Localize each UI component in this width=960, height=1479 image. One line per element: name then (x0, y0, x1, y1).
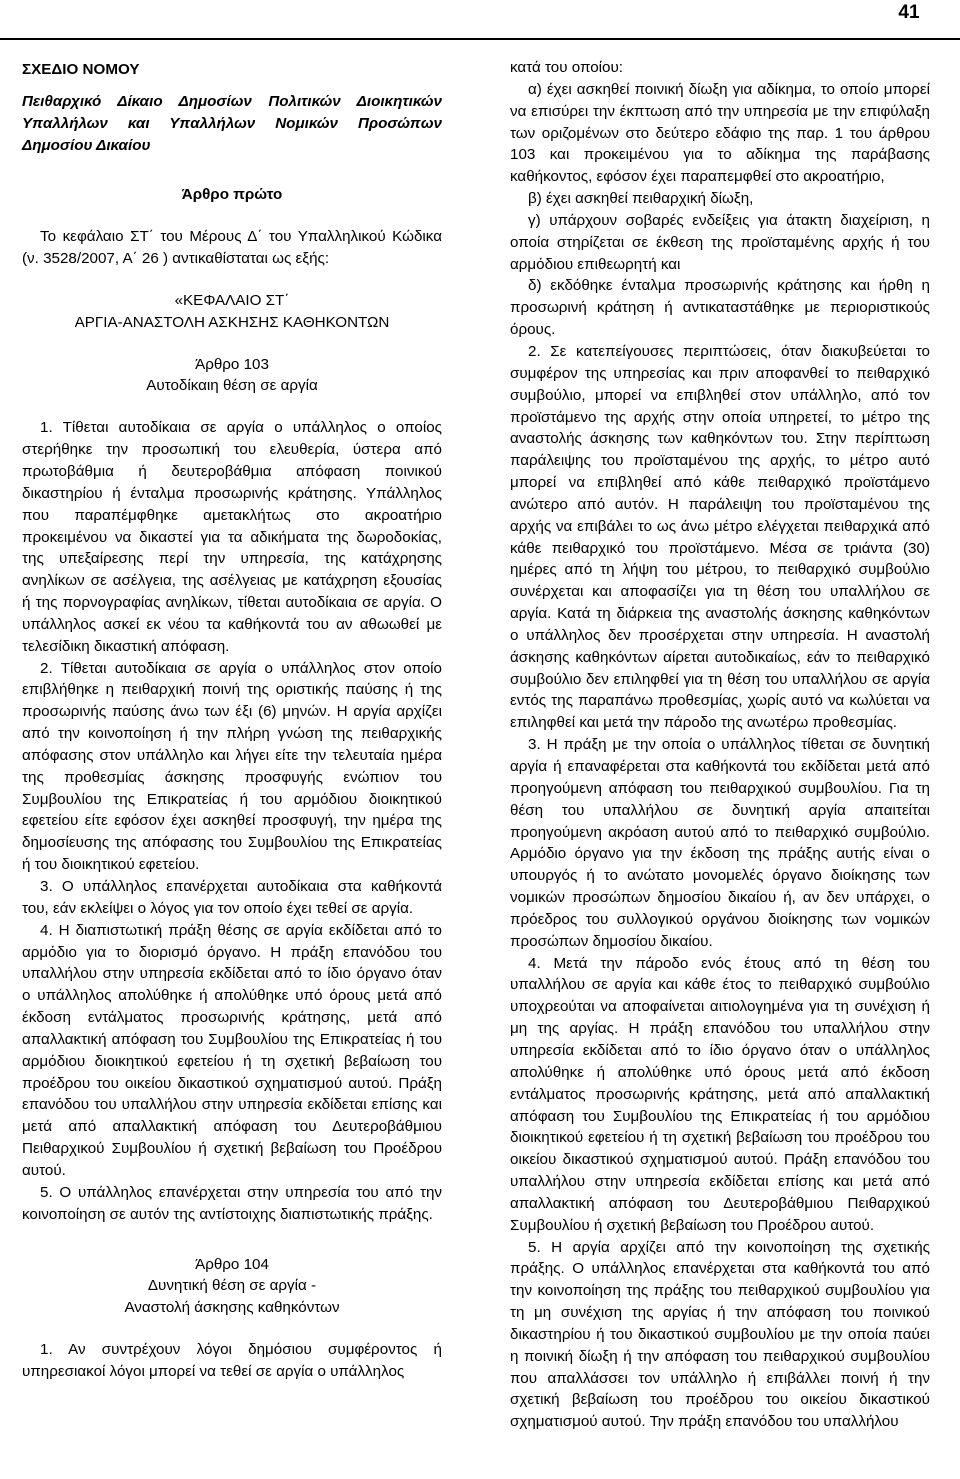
article-103-title: Άρθρο 103 (195, 355, 269, 373)
right-column (510, 57, 930, 1433)
article-103-paragraph-3: 3. Ο υπάλληλος επανέρχεται αυτοδίκαια στα καθήκοντά του, εάν εκλείψει ο λόγος για τον οποίο έχει τεθεί σε αργία. (22, 878, 442, 917)
bill-title: ΣΧΕΔΙΟ ΝΟΜΟΥ (22, 61, 140, 78)
article-1-title: Άρθρο πρώτο (181, 186, 283, 204)
article-104-subtitle-line-1: Δυνητική θέση σε αργία - (147, 1277, 317, 1295)
article-103-paragraph-2: 2. Τίθεται αυτοδίκαια σε αργία ο υπάλληλος στον οποίο επιβλήθηκε η πειθαρχική ποινή της οριστικής παύσης ή της προσωρινής παύσης άνω των έξι (6) μηνών. Η αργία αρχίζει από την κοινοποίηση ή την πλήρη γνώση της πειθαρχικής απόφασης στον υπάλληλο και λήγει είτε την τελευταία ημέρα της προθεσμίας άσκησης προσφυγής ενώπιον του Συμβουλίου της Επικρατείας ή του αρμόδιου διοικητικού εφετείου είτε εφόσον έχει ασκηθεί προσφυγή, την ημέρα της δημοσίευσης της απόφασης του Συμβουλίου της Επικρατείας ή του διοικητικού εφετείου. (22, 659, 442, 874)
article-104-item-d: δ) εκδόθηκε ένταλμα προσωρινής κράτησης και ήρθη η προσωρινή κράτηση ή αντικαταστάθηκε με περιοριστικούς όρους. (510, 277, 930, 339)
chapter-title: «ΚΕΦΑΛΑΙΟ ΣΤ΄ (174, 291, 290, 309)
article-104-paragraph-2: 2. Σε κατεπείγουσες περιπτώσεις, όταν διακυβεύεται το συμφέρον της υπηρεσίας και πριν αποφανθεί το πειθαρχικό συμβούλιο, μπορεί να επιβληθεί στον υπάλληλο, από τον προϊστάμενο της αρχής στην οποία υπηρετεί, το μέτρο της αναστολής άσκησης των καθηκόντων του. Στην περίπτωση παράλειψης του προϊσταμένου της αρχής, το μέτρο αυτό μπορεί να επιβληθεί από κάθε πειθαρχικό προϊστάμενο ανώτερο από αυτόν. Η παράλειψη του προϊσταμένου της αρχής να επιβάλει το ως άνω μέτρο ελέγχεται πειθαρχικά από κάθε πειθαρχικό του προϊστάμενο. Μέσα σε τριάντα (30) ημέρες από τη λήψη του μέτρου, το πειθαρχικό συμβούλιο συνέρχεται και αποφασίζει για τη θέση του υπαλλήλου σε αργία. Κατά τη διάρκεια της αναστολής άσκησης καθηκόντων ο υπάλληλος δεν προσέρχεται στην υπηρεσία. Η αναστολή άσκησης καθηκόντων αίρεται αυτοδικαίως, εάν το πειθαρχικό συμβούλιο δεν επιληφθεί για τη θέση του υπαλλήλου σε αργία εντός της παραπάνω προθεσμίας, χωρίς αυτό να κωλύεται να επιληφθεί και μετά την πάροδο της ανωτέρω προθεσμίας. (510, 342, 930, 732)
article-104-item-a: α) έχει ασκηθεί ποινική δίωξη για αδίκημα, το οποίο μπορεί να επισύρει την έκπτωση από την υπηρεσία με την επιφύλαξη των οριζομένων στο δεύτερο εδάφιο της παρ. 1 του άρθρου 103 και προκειμένου για το αδίκημα της παράβασης καθήκοντος, εφόσον έχει παραπεμφθεί στο ακροατήριο, (510, 80, 930, 186)
bill-subtitle: Πειθαρχικό Δίκαιο Δημοσίων Πολιτικών Διοικητικών Υπαλλήλων και Υπαλλήλων Νομικών Προσώπων Δημοσίου Δικαίου (22, 92, 442, 154)
article-103-paragraph-1: 1. Τίθεται αυτοδίκαια σε αργία ο υπάλληλος ο οποίος στερήθηκε την προσωπική του ελευθερία, ύστερα από πρωτοβάθμια ή δευτεροβάθμια απόφαση ποινικού δικαστηρίου ή ένταλμα προσωρινής κράτησης. Υπάλληλος που παραπέμφθηκε αμετακλήτως στο ακροατήριο προκειμένου να δικαστεί για τα αδικήματα της δωροδοκίας, της υπεξαίρεσης περί την υπηρεσία, της κατάχρησης ανηλίκων σε ασέλγεια, της ασέλγειας με κατάχρηση εξουσίας ή της πορνογραφίας ανηλίκων, τίθεται αυτοδίκαια σε αργία. Ο υπάλληλος ασκεί εκ νέου τα καθήκοντά του αν αθωωθεί με τελεσίδικη δικαστική απόφαση. (22, 419, 442, 655)
article-103-subtitle: Αυτοδίκαιη θέση σε αργία (146, 377, 318, 395)
article-104-paragraph-5: 5. Η αργία αρχίζει από την κοινοποίηση της σχετικής πράξης. Ο υπάλληλος επανέρχεται στα καθήκοντά του από την κοινοποίηση της πράξης του πειθαρχικού συμβουλίου για τη μη συνέχιση της αργίας ή την απόφαση του ποινικού δικαστηρίου ή του δικαστικού συμβουλίου με την οποία παύει η ποινική δίωξη ή την απόφαση του πειθαρχικού συμβουλίου που απαλλάσσει τον υπάλληλο ή επιβάλλει ποινή ή την σχετική βεβαίωση του προέδρου του οικείου δικαστικού σχηματισμού αυτού. Την πράξη επανόδου του υπαλλήλου (510, 1238, 930, 1431)
article-104-item-c: γ) υπάρχουν σοβαρές ενδείξεις για άτακτη διαχείριση, η οποία στηρίζεται σε έκθεση της προϊσταμένης αρχής ή του αρμόδιου επιθεωρητή και (510, 211, 930, 273)
page-number: 41 (898, 2, 920, 23)
article-104-paragraph-4: 4. Μετά την πάροδο ενός έτους από τη θέση του υπαλλήλου σε αργία και κάθε έτος το πειθαρχικό συμβούλιο υποχρεούται να αποφαίνεται αιτιολογημένα για τη συνέχιση ή μη της αργίας. Η πράξη επανόδου του υπαλλήλου στην υπηρεσία εκδίδεται από το ίδιο όργανο όταν ο υπάλληλος απολύθηκε ή απολύθηκε υπό όρους μετά από έκδοση εντάλματος προσωρινής κράτησης, μετά από απαλλακτική απόφαση του Συμβουλίου της Επικρατείας ή του αρμόδιου διοικητικού εφετείου ή τη σχετική βεβαίωση του προέδρου του οικείου δικαστικού σχηματισμού αυτού. Πράξη επανόδου του υπαλλήλου στην υπηρεσία εκδίδεται επίσης και μετά από απαλλακτική απόφαση του Δευτεροβάθμιου Πειθαρχικού Συμβουλίου ή σχετική βεβαίωση του Προέδρου αυτού. (510, 954, 930, 1234)
chapter-subtitle: ΑΡΓΙΑ-ΑΝΑΣΤΟΛΗ ΑΣΚΗΣΗΣ ΚΑΘΗΚΟΝΤΩΝ (74, 313, 390, 331)
article-104-paragraph-1-start: 1. Αν συντρέχουν λόγοι δημόσιου συμφέροντος ή υπηρεσιακοί λόγοι μπορεί να τεθεί σε αργία ο υπάλληλος (22, 1341, 442, 1380)
article-104-paragraph-1-continued: κατά του οποίου: (510, 59, 624, 76)
article-1-intro: Το κεφάλαιο ΣΤ΄ του Μέρους Δ΄ του Υπαλληλικού Κώδικα (ν. 3528/2007, Α΄ 26 ) αντικαθίσταται ως εξής: (22, 228, 442, 268)
article-104-item-b: β) έχει ασκηθεί πειθαρχική δίωξη, (528, 190, 754, 208)
article-104-paragraph-3: 3. Η πράξη με την οποία ο υπάλληλος τίθεται σε δυνητική αργία ή επαναφέρεται στα καθήκοντά του εκδίδεται μετά από προηγούμενη απόφαση του πειθαρχικού συμβουλίου. Για τη θέση του υπαλλήλου σε δυνητική αργία απαιτείται προηγούμενη ακρόαση αυτού από το πειθαρχικό συμβούλιο. Αρμόδιο όργανο για την έκδοση της πράξης αυτής είναι ο υπουργός ή το ανώτατο μονομελές όργανο διοίκησης των νομικών προσώπων δημοσίου δικαίου ή, αν δεν υπάρχει, ο πρόεδρος του συλλογικού οργάνου διοίκησης των νομικών προσώπων δημοσίου δικαίου. (510, 736, 930, 950)
header-rule (0, 38, 960, 40)
article-103-paragraph-4: 4. Η διαπιστωτική πράξη θέσης σε αργία εκδίδεται από το αρμόδιο για το διορισμό όργανο. Η πράξη επανόδου του υπαλλήλου στην υπηρεσία εκδίδεται από το ίδιο όργανο όταν ο υπάλληλος απολύθηκε ή απολύθηκε υπό όρους μετά από έκδοση εντάλματος προσωρινής κράτησης, μετά από απαλλακτική απόφαση του Συμβουλίου της Επικρατείας ή του αρμόδιου διοικητικού εφετείου ή τη σχετική βεβαίωση του προέδρου του οικείου δικαστικού σχηματισμού αυτού. Πράξη επανόδου του υπαλλήλου στην υπηρεσία εκδίδεται επίσης και μετά από απαλλακτική απόφαση του Δευτεροβάθμιου Πειθαρχικού Συμβουλίου ή σχετική βεβαίωση του Προέδρου αυτού. (22, 921, 442, 1179)
article-104-subtitle-line-2: Αναστολή άσκησης καθηκόντων (124, 1299, 340, 1317)
article-104-title: Άρθρο 104 (195, 1255, 269, 1273)
left-column (22, 57, 442, 1383)
article-103-paragraph-5: 5. Ο υπάλληλος επανέρχεται στην υπηρεσία του από την κοινοποίηση σε αυτόν της αντίστοιχης διαπιστωτικής πράξης. (22, 1183, 442, 1223)
